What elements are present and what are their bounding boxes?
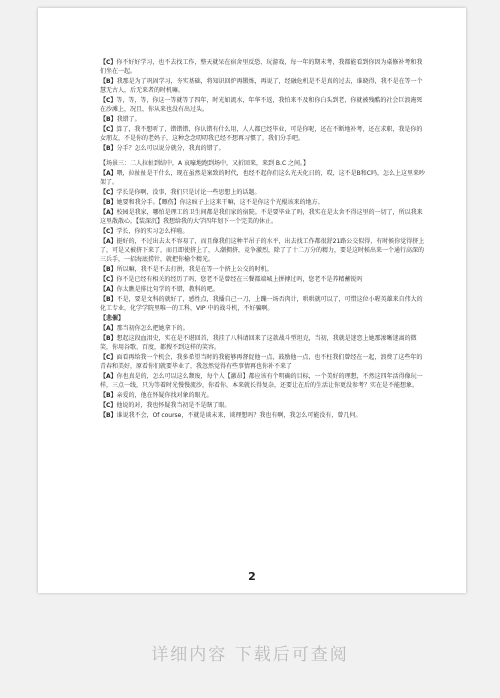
dialogue-paragraph <box>100 411 428 420</box>
speaker-tag: 【C】 <box>100 354 117 361</box>
dialogue-text: 想起这段血泪史，实在是不堪回首，我挂了八科请回来了这款战斗型坦克，当初，我就是迷恋上她那渗晰迷离的微笑，你用谷歌、百度，都搜不到这样的笑容。 <box>100 335 417 351</box>
speaker-tag: 【C】 <box>100 189 117 196</box>
speaker-tag: 【A】 <box>100 170 117 177</box>
dialogue-paragraph <box>100 295 428 313</box>
speaker-tag: 【B】 <box>100 78 117 85</box>
dialogue-text: 面看再给我一个机会，我多希望当时的我能够再督促他一点，鼓励他一点，也不枉我们曾经在一起，浪费了这些年的青春和美好，原看你们就要毕业了，我忽然觉得有些事情再也你补不来了 <box>100 354 423 370</box>
dialogue-paragraph <box>100 324 428 333</box>
dialogue-text: 我那是为了巩固学习，夯实基础，将知识回炉再锻炼，再说了，经融危机是不是真的过去，谁晓得，我不是在等一个慧无古人，后无来者的时机嘛。 <box>100 78 423 94</box>
footer-text: 详细内容 下载后可查阅 <box>151 645 349 665</box>
dialogue-text: 亲爱的，他在怀疑你找对象的眼光。 <box>116 392 213 399</box>
dialogue-text: 不是，要是文科的就好了，感性点，我播自己一刀，上蹦一场否肉计，哄哄就可以了，可惜这位小喔英雄来自伟大的化工专业，化学学院里唯一的工科，VIP 中的战斗机，不好骗啊。 <box>100 296 423 312</box>
speaker-tag: 【A】 <box>100 238 117 245</box>
dialogue-text: 你不好好学习，也不去找工作，整天就呆在宿舍里反恐、玩游戏，每一年的期末考，我都能看到你因为桌修补考和我们坐在一起。 <box>100 59 423 75</box>
dialogue-text: 你也真是的，怎么可以这么颓废，每个人【激昂】都应该有个明确的目标，一个美好的理想，不然这四年活得像玩一样，三点一线，只为等着时光慢慢流沙，你看你，本来就长得复杂，还要让在后的生活让你更没参考？实在是不能想象。 <box>100 373 423 389</box>
dialogue-paragraph <box>100 372 428 390</box>
dialogue-paragraph <box>100 275 428 284</box>
dialogue-text: 【场景三：二人拉扯到结中，A 哀嚎地跑到场中，又折回来，来到 B.C 之间。】 <box>100 160 310 167</box>
dialogue-paragraph <box>100 208 428 226</box>
page-number: 2 <box>248 570 256 583</box>
dialogue-text: 算了，我不想听了，错错错，你认错有什么用，人人都已经毕业，可是你呢，还在不断地补考，还在求职，我是你的女朋友，不是你的老妈子，这种念念叨叨我已经不想再习惯了，我们分手吧。 <box>100 126 423 142</box>
speaker-tag: 【C】 <box>100 97 117 104</box>
dialogue-text: 挺好的，不过出去太不容易了，而且像我们这种半吊子的水平，出去找工作都很舒21路公交似得，有时候你觉得挤上了，可是又被挤下来了，而且即使挤上了，人潮拥挤，竞争激烈，除了了十二万分的精力，要是这时候出来一个通行高深的三兵手，一招海底捞针，就把你榆个精光。 <box>100 238 425 263</box>
dialogue-paragraph <box>100 198 428 207</box>
dialogue-text: 分手？怎么可以说分就分，我真的错了。 <box>116 145 225 152</box>
dialogue-text: 所以嘛，我不是不去打拼，我是在等一个挤上公交的时机。 <box>116 266 273 273</box>
speaker-tag: 【A】 <box>100 209 117 216</box>
dialogue-paragraph <box>100 237 428 264</box>
speaker-tag: 【C】 <box>100 126 117 133</box>
speaker-tag: 【C】 <box>100 402 117 409</box>
dialogue-paragraph <box>100 265 428 274</box>
speaker-tag: 【C】 <box>100 228 117 235</box>
speaker-tag: 【A】 <box>100 325 117 332</box>
speaker-tag: 【B】 <box>100 392 117 399</box>
speaker-tag: 【B】 <box>100 199 117 206</box>
dialogue-paragraph <box>100 115 428 124</box>
dialogue-text: 他说的对，我也怀疑我当初是不是瞎了眼。 <box>116 402 231 409</box>
dialogue-text: 学长是你啊，没事，我们只是讨论一些思想上的话题。 <box>116 189 261 196</box>
speaker-tag: 【B】 <box>100 116 117 123</box>
speaker-tag: 【悲催】 <box>100 315 125 322</box>
dialogue-paragraph <box>100 391 428 400</box>
dialogue-paragraph <box>100 144 428 153</box>
footer-banner <box>0 616 500 698</box>
dialogue-text: 等，等，等，你这一等就等了四年，时光如流水，年华不返，我怕来不及和你白头到老，你就被残酷的社会巨浪淹死在沙滩上，况且，你从来也没有出过头。 <box>100 97 423 113</box>
speaker-tag: 【B】 <box>100 296 117 303</box>
dialogue-text: 校园是我家，哪怕是理工的卫生间都是我们家的宿院。不是要毕业了吗，我实在是太舍不得这里的一切了，所以我来这里散散心。【装深沉】我想给我的大学四年划下一个完美的休止。 <box>100 209 423 225</box>
dialogue-paragraph <box>100 227 428 236</box>
speaker-tag: 【A】 <box>100 286 117 293</box>
dialogue-paragraph <box>100 77 428 95</box>
speaker-tag: 【B】 <box>100 266 117 273</box>
dialogue-text: 学长，你的实习怎么样啦。 <box>116 228 189 235</box>
speaker-tag: 【B】 <box>100 145 117 152</box>
dialogue-text: 她要和我分手。【瞟伤】你这疯子上这来干嘛，这不是你这个光棍该来的地方。 <box>116 199 324 206</box>
dialogue-paragraph <box>100 285 428 294</box>
dialogue-text: 那当初你怎么把她拿下的。 <box>116 325 189 332</box>
dialogue-paragraph <box>100 401 428 410</box>
speaker-tag: 【B】 <box>100 412 117 419</box>
speaker-tag: 【C】 <box>100 276 117 283</box>
dialogue-paragraph <box>100 58 428 76</box>
dialogue-paragraph <box>100 125 428 143</box>
speaker-tag: 【C】 <box>100 59 117 66</box>
document-page <box>38 8 466 593</box>
document-body <box>100 58 428 421</box>
dialogue-paragraph <box>100 169 428 187</box>
dialogue-text: 我错了。 <box>116 116 141 123</box>
dialogue-paragraph <box>100 334 428 352</box>
dialogue-text: 你不是已经有相关的经历了吗，您老不是曾经在三餐都端城上拼搏过吗，您老不是养精蓄锐吗 <box>116 276 363 283</box>
speaker-tag: 【A】 <box>100 373 117 380</box>
dialogue-text: 谁说我不会，Of course，不就是谈未来，谈理想吗？我也有啊，我怎么可能没有，曾几何。 <box>116 412 362 419</box>
dialogue-paragraph <box>100 159 428 168</box>
dialogue-paragraph <box>100 314 428 323</box>
dialogue-text: 喂，拉扯扯是干什么，现在虽然是案致的时代，也经不起你们这么光天化日的，哎，这不是B和C吗，怎么上这里来吵架了。 <box>100 170 425 186</box>
dialogue-paragraph <box>100 188 428 197</box>
dialogue-paragraph <box>100 96 428 114</box>
speaker-tag: 【B】 <box>100 335 117 342</box>
dialogue-paragraph <box>100 353 428 371</box>
dialogue-text: 你太瞧是排比句学的不错，教科的吧。 <box>116 286 219 293</box>
